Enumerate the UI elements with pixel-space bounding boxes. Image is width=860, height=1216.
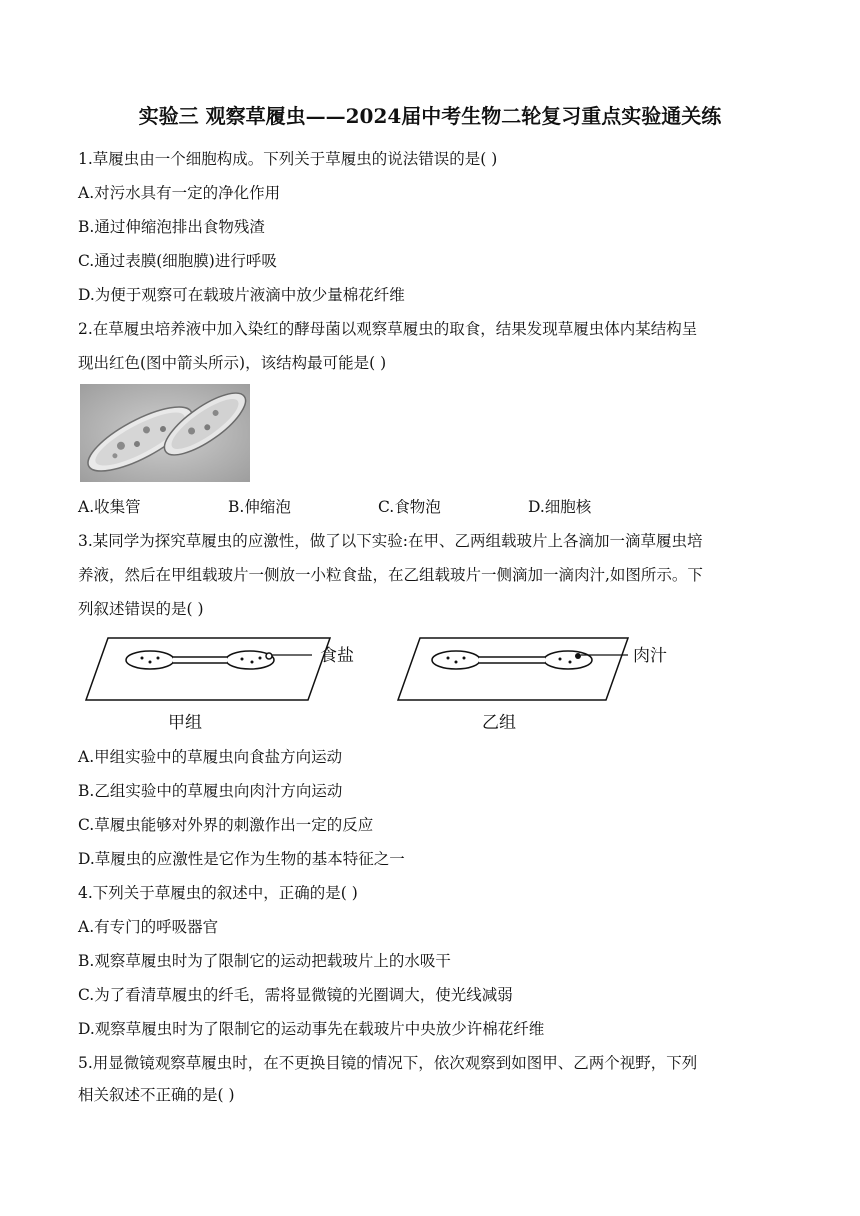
q2-option-d: D.细胞核 [528, 498, 592, 516]
q3-option-d: D.草履虫的应激性是它作为生物的基本特征之一 [78, 850, 405, 868]
q5-stem-line1: 5.用显微镜观察草履虫时，在不更换目镜的情况下，依次观察到如图甲、乙两个视野，下列 [78, 1054, 698, 1072]
label-meat-juice: 肉汁 [633, 646, 667, 666]
q4-option-d: D.观察草履虫时为了限制它的运动事先在载玻片中央放少许棉花纤维 [78, 1020, 545, 1038]
q2-stem-line2: 现出红色(图中箭头所示)，该结构最可能是( ) [78, 354, 387, 372]
q2-option-b: B.伸缩泡 [228, 498, 291, 516]
q3-stem-line1: 3.某同学为探究草履虫的应激性，做了以下实验:在甲、乙两组载玻片上各滴加一滴草履虫培 [78, 532, 703, 550]
q2-option-c: C.食物泡 [378, 498, 441, 516]
q3-option-c: C.草履虫能够对外界的刺激作出一定的反应 [78, 816, 374, 834]
q1-option-d: D.为便于观察可在载玻片液滴中放少量棉花纤维 [78, 286, 405, 304]
q1-option-a: A.对污水具有一定的净化作用 [78, 184, 281, 202]
label-group-a: 甲组 [168, 713, 202, 733]
q4-option-b: B.观察草履虫时为了限制它的运动把载玻片上的水吸干 [78, 952, 451, 970]
slide-experiment-diagram [80, 628, 667, 738]
paramecium-micrograph [80, 384, 250, 482]
q3-option-b: B.乙组实验中的草履虫向肉汁方向运动 [78, 782, 343, 800]
q3-stem-line3: 列叙述错误的是( ) [78, 600, 204, 618]
q1-option-c: C.通过表膜(细胞膜)进行呼吸 [78, 252, 277, 270]
page-title: 实验三 观察草履虫——2024届中考生物二轮复习重点实验通关练 [138, 104, 722, 128]
label-group-b: 乙组 [482, 713, 516, 733]
q4-option-a: A.有专门的呼吸器官 [78, 918, 219, 936]
q3-stem-line2: 养液，然后在甲组载玻片一侧放一小粒食盐，在乙组载玻片一侧滴加一滴肉汁,如图所示。下 [78, 566, 703, 584]
q1-option-b: B.通过伸缩泡排出食物残渣 [78, 218, 265, 236]
slide-group-a [86, 638, 330, 700]
q2-stem-line1: 2.在草履虫培养液中加入染红的酵母菌以观察草履虫的取食，结果发现草履虫体内某结构呈 [78, 320, 698, 338]
q3-option-a: A.甲组实验中的草履虫向食盐方向运动 [78, 748, 343, 766]
q4-option-c: C.为了看清草履虫的纤毛，需将显微镜的光圈调大，使光线减弱 [78, 986, 513, 1004]
slide-group-b [398, 638, 628, 700]
q2-option-a: A.收集管 [78, 498, 141, 516]
label-salt: 食盐 [320, 646, 354, 666]
q1-stem: 1.草履虫由一个细胞构成。下列关于草履虫的说法错误的是( ) [78, 150, 498, 168]
q5-stem-line2: 相关叙述不正确的是( ) [78, 1086, 235, 1104]
q4-stem: 4.下列关于草履虫的叙述中，正确的是( ) [78, 884, 358, 902]
